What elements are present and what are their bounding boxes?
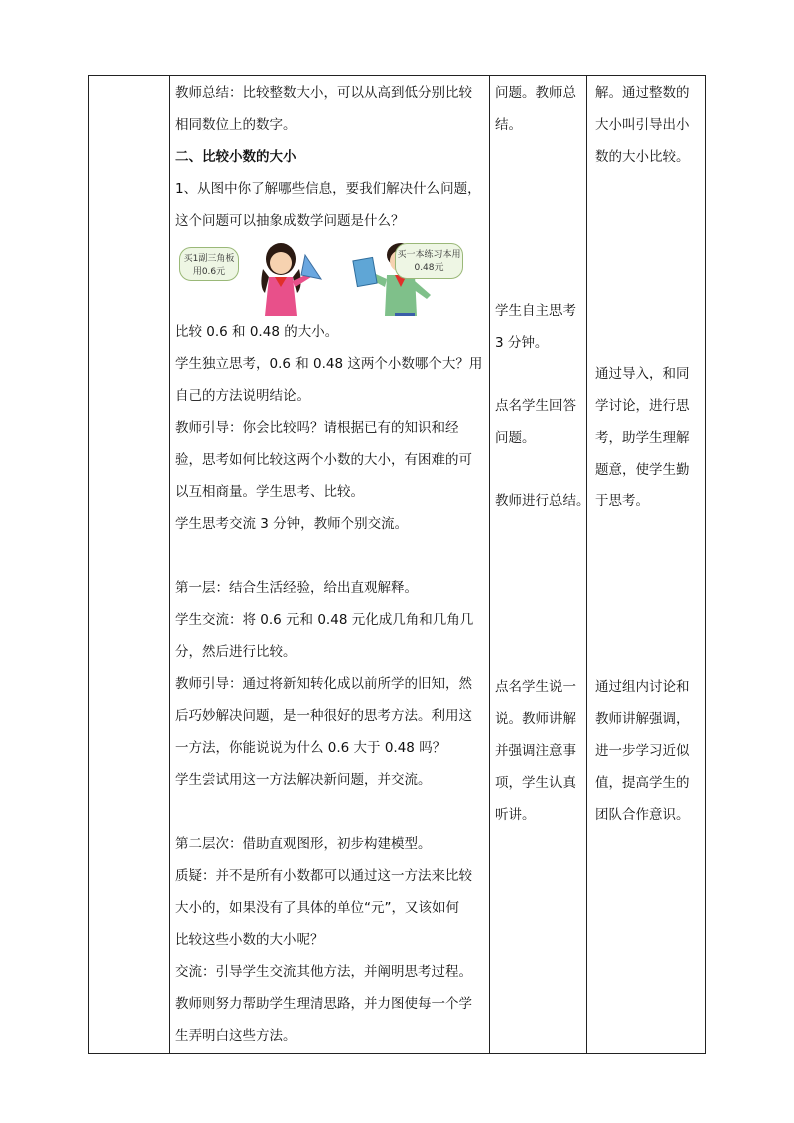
text-line: 1、从图中你了解哪些信息，要我们解决什么问题， (175, 181, 481, 197)
text-line: 值，提高学生的 (595, 775, 690, 791)
text-line: 点名学生说一 (495, 679, 576, 695)
text-line: 教师则努力帮助学生理清思路，并力图使每一个学 (175, 996, 472, 1012)
text-line: 点名学生回答 (495, 398, 576, 414)
text-line: 教师引导：通过将新知转化成以前所学的旧知，然 (175, 676, 472, 692)
text-line: 通过导入，和同 (595, 366, 690, 382)
text-line: 学生自主思考 (495, 303, 576, 319)
illustration (175, 237, 485, 316)
text-line: 项，学生认真 (495, 775, 576, 791)
text-line: 生弄明白这些方法。 (175, 1028, 297, 1044)
text-line: 并强调注意事 (495, 743, 576, 759)
text-line: 以互相商量。学生思考、比较。 (175, 484, 364, 500)
text-line: 数的大小比较。 (595, 149, 690, 165)
text-line: 大小的，如果没有了具体的单位“元”，又该如何 (175, 900, 459, 916)
design-intent-column (595, 77, 703, 823)
text-line: 后巧妙解决问题，是一种很好的思考方法。利用这 (175, 708, 472, 724)
text-line: 相同数位上的数字。 (175, 117, 297, 133)
bubble-text: 买一本练习本用 (397, 250, 461, 260)
text-line: 学生交流：将 0.6 元和 0.48 元化成几角和几角几 (175, 612, 474, 628)
bubble-text: 0.48元 (414, 263, 444, 273)
text-line: 学讨论，进行思 (595, 398, 690, 414)
bubble-text: 买1副三角板 (183, 254, 235, 264)
text-line: 3 分钟。 (495, 335, 549, 351)
text-line: 比较这些小数的大小呢？ (175, 932, 324, 948)
text-line: 交流：引导学生交流其他方法，并阐明思考过程。 (175, 964, 472, 980)
text-line: 解。通过整数的 (595, 85, 690, 101)
text-line: 教师引导：你会比较吗？请根据已有的知识和经 (175, 420, 459, 436)
text-line: 说。教师讲解 (495, 711, 576, 727)
text-line: 一方法，你能说说为什么 0.6 大于 0.48 吗？ (175, 740, 447, 756)
speech-bubble-left (179, 247, 239, 281)
text-line: 自己的方法说明结论。 (175, 388, 310, 404)
text-line: 题意，使学生勤 (595, 462, 690, 478)
text-line: 通过组内讨论和 (595, 679, 690, 695)
section-heading: 二、比较小数的大小 (175, 149, 297, 165)
text-line: 大小叫引导出小 (595, 117, 690, 133)
activity-column (495, 77, 590, 823)
text-line: 教师总结：比较整数大小，可以从高到低分别比较 (175, 85, 472, 101)
text-line: 团队合作意识。 (595, 807, 690, 823)
text-line: 第二层次：借助直观图形，初步构建模型。 (175, 836, 432, 852)
text-line: 教师进行总结。 (495, 493, 590, 509)
bubble-text: 用0.6元 (192, 267, 226, 277)
text-line: 进一步学习近似 (595, 743, 690, 759)
text-line: 验，思考如何比较这两个小数的大小，有困难的可 (175, 452, 472, 468)
lesson-table (88, 75, 706, 1054)
text-line: 这个问题可以抽象成数学问题是什么？ (175, 213, 405, 229)
text-line: 问题。 (495, 430, 536, 446)
column-divider (169, 76, 170, 1053)
text-line: 学生独立思考，0.6 和 0.48 这两个小数哪个大？用 (175, 356, 483, 372)
text-line: 于思考。 (595, 493, 649, 509)
teaching-process-column (175, 77, 485, 1052)
speech-bubble-right (395, 243, 463, 279)
text-line: 质疑：并不是所有小数都可以通过这一方法来比较 (175, 868, 472, 884)
text-line: 第一层：结合生活经验，给出直观解释。 (175, 580, 418, 596)
text-line: 学生尝试用这一方法解决新问题，并交流。 (175, 772, 432, 788)
text-line: 听讲。 (495, 807, 536, 823)
text-line: 教师讲解强调， (595, 711, 690, 727)
text-line: 结。 (495, 117, 522, 133)
text-line: 分，然后进行比较。 (175, 644, 297, 660)
text-line: 考，助学生理解 (595, 430, 690, 446)
column-divider (586, 76, 587, 1053)
text-line: 学生思考交流 3 分钟，教师个别交流。 (175, 516, 409, 532)
text-line: 问题。教师总 (495, 85, 576, 101)
text-line: 比较 0.6 和 0.48 的大小。 (175, 324, 339, 340)
column-divider (489, 76, 490, 1053)
